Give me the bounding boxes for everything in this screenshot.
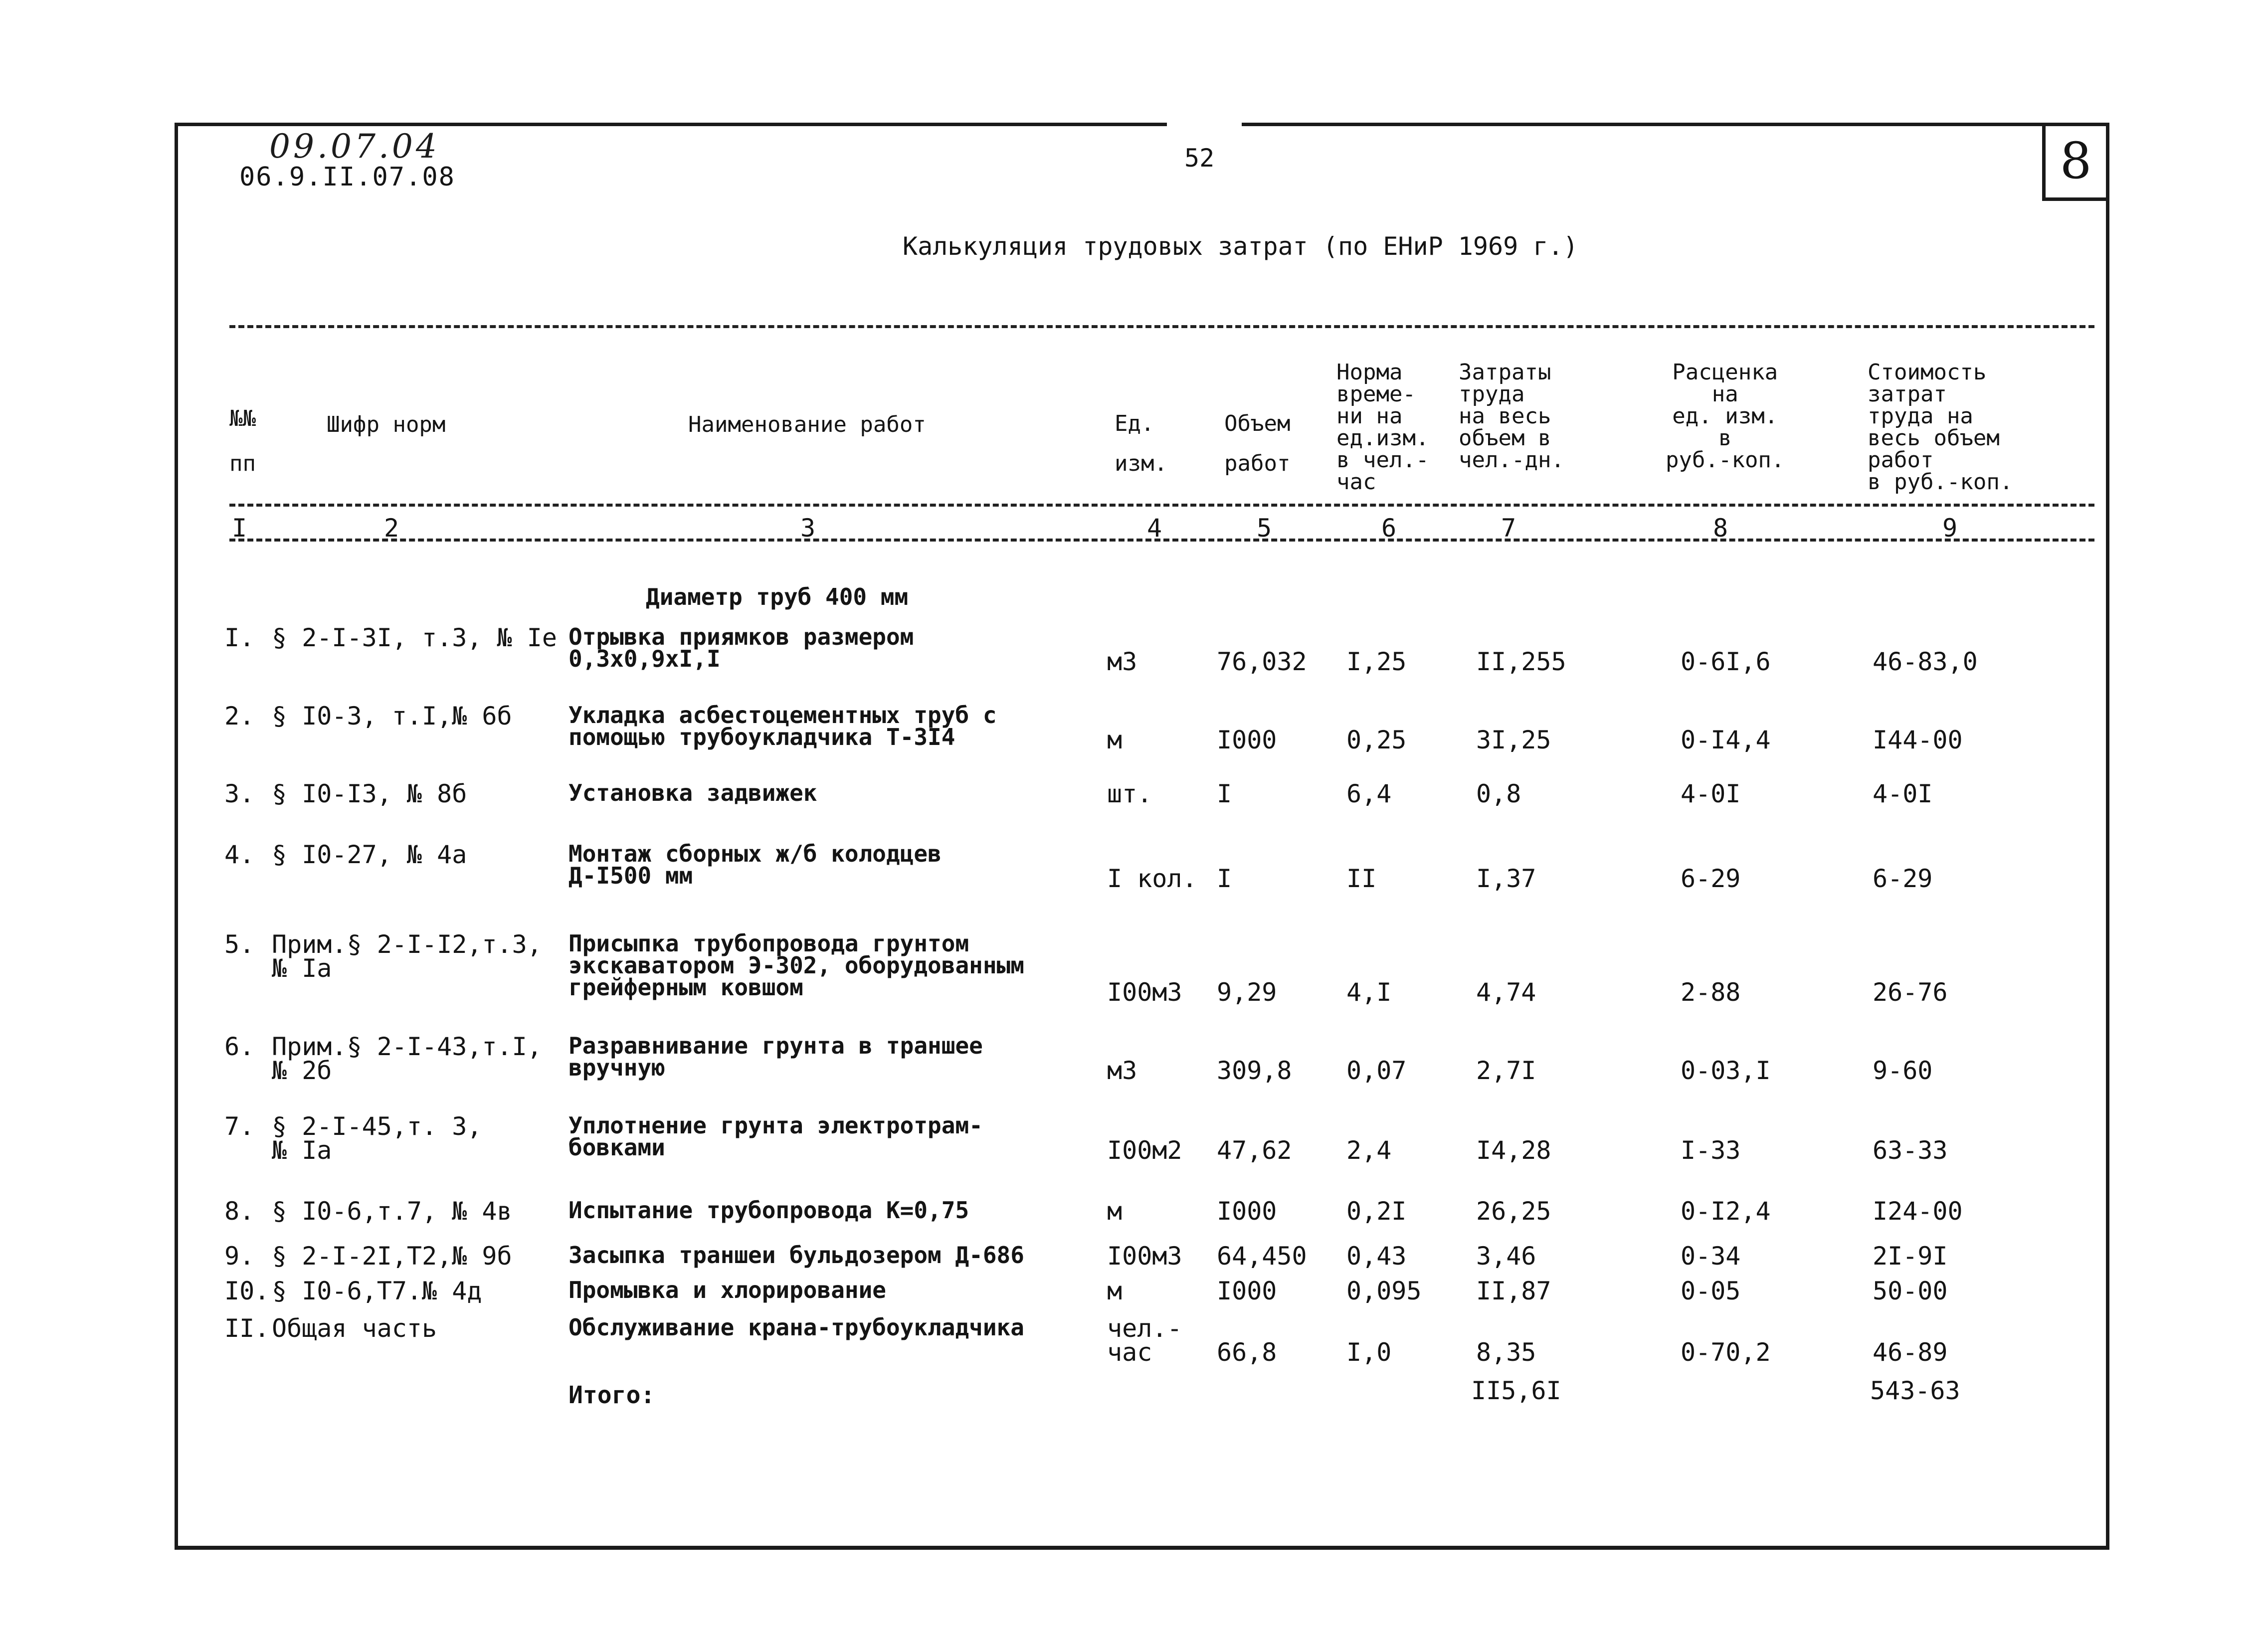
row-number: I0. xyxy=(224,1277,270,1305)
rate-cell: 0-6I,6 xyxy=(1681,647,1771,676)
labor-cell: II,255 xyxy=(1476,647,1566,676)
unit-cell: м3 xyxy=(1107,1056,1137,1085)
unit-cell: I00м3 xyxy=(1107,978,1182,1007)
cost-cell: 50-00 xyxy=(1873,1277,1948,1305)
labor-cell: I,37 xyxy=(1476,864,1536,893)
row-number: I. xyxy=(224,623,255,652)
work-name: Разравнивание грунта в траншее вручную xyxy=(568,1032,983,1081)
quantity-cell: 309,8 xyxy=(1217,1056,1292,1085)
page-title: Калькуляция трудовых затрат (по ЕНиР 1969 г.) xyxy=(903,232,1578,261)
cost-cell: I24-00 xyxy=(1873,1197,1963,1226)
quantity-cell: I000 xyxy=(1217,726,1277,754)
row-number: 6. xyxy=(224,1032,255,1061)
norm-time-cell: 0,07 xyxy=(1346,1056,1407,1085)
labor-cell: 3I,25 xyxy=(1476,726,1551,754)
work-name: Присыпка трубопровода грунтом экскаватором Э-302, оборудованным грейферным ковшом xyxy=(568,930,1024,1001)
unit-cell: шт. xyxy=(1107,779,1152,808)
cost-cell: 63-33 xyxy=(1873,1136,1948,1165)
row-number: 7. xyxy=(224,1112,255,1141)
rate-cell: 0-I4,4 xyxy=(1681,726,1771,754)
labor-cell: 3,46 xyxy=(1476,1242,1536,1271)
unit-cell: м xyxy=(1107,726,1123,754)
quantity-cell: I000 xyxy=(1217,1277,1277,1305)
norm-code: § I0-27, № 4а xyxy=(272,840,467,869)
cost-cell: I44-00 xyxy=(1873,726,1963,754)
norm-code: § I0-3, т.I,№ 6б xyxy=(272,702,512,731)
cost-cell: 4-0I xyxy=(1873,779,1933,808)
cost-cell: 46-83,0 xyxy=(1873,647,1978,676)
norm-code: § I0-I3, № 8б xyxy=(272,779,467,808)
cost-cell: 6-29 xyxy=(1873,864,1933,893)
column-number: 8 xyxy=(1713,514,1728,543)
col-header-name: Наименование работ xyxy=(688,412,926,437)
unit-cell: I00м2 xyxy=(1107,1136,1182,1165)
row-number: 4. xyxy=(224,840,255,869)
section-title: Диаметр труб 400 мм xyxy=(646,583,909,610)
norm-time-cell: 4,I xyxy=(1346,978,1392,1007)
column-number: 7 xyxy=(1501,514,1516,543)
col-header-rate: Расценка на ед. изм. в руб.-коп. xyxy=(1666,360,1785,473)
quantity-cell: 47,62 xyxy=(1217,1136,1292,1165)
row-number: 8. xyxy=(224,1197,255,1226)
page-number: 52 xyxy=(1184,144,1215,173)
unit-cell: м xyxy=(1107,1277,1123,1305)
rate-cell: 0-05 xyxy=(1681,1277,1741,1305)
work-name: Уплотнение грунта электротрам- бовками xyxy=(568,1112,983,1161)
work-name: Промывка и хлорирование xyxy=(568,1277,886,1303)
col-header-cost: Стоимость затрат труда на весь объем работ в руб.-коп. xyxy=(1868,360,2013,495)
cost-cell: 46-89 xyxy=(1873,1338,1948,1367)
norm-code: § 2-I-3I, т.3, № Iе xyxy=(272,623,557,652)
row-number: 2. xyxy=(224,702,255,731)
rate-cell: 0-70,2 xyxy=(1681,1338,1771,1367)
work-name: Монтаж сборных ж/б колодцев Д-I500 мм xyxy=(568,840,942,889)
unit-cell: I кол. xyxy=(1107,864,1197,893)
norm-code: § 2-I-2I,Т2,№ 9б xyxy=(272,1242,512,1271)
row-number: II. xyxy=(224,1314,270,1343)
column-number-rule xyxy=(229,539,2094,542)
norm-code: § I0-6,т.7, № 4в xyxy=(272,1197,512,1226)
total-labor: II5,6I xyxy=(1471,1376,1561,1405)
norm-time-cell: 6,4 xyxy=(1346,779,1392,808)
col-header-qty: Объем работ xyxy=(1224,411,1291,476)
col-header-number: №№ пп xyxy=(229,406,256,476)
row-number: 9. xyxy=(224,1242,255,1271)
col-header-unit: Ед. изм. xyxy=(1115,411,1167,476)
column-number: 6 xyxy=(1381,514,1397,543)
labor-cell: I4,28 xyxy=(1476,1136,1551,1165)
rate-cell: 6-29 xyxy=(1681,864,1741,893)
norm-code: § 2-I-45,т. 3, № Iа xyxy=(272,1112,482,1165)
column-number: 4 xyxy=(1147,514,1162,543)
total-cost: 543-63 xyxy=(1870,1376,1960,1405)
unit-cell: I00м3 xyxy=(1107,1242,1182,1271)
norm-code: Прим.§ 2-I-I2,т.3, № Iа xyxy=(272,930,542,983)
col-header-labor: Затраты труда на весь объем в чел.-дн. xyxy=(1459,360,1564,473)
column-number: 3 xyxy=(800,514,816,543)
cost-cell: 9-60 xyxy=(1873,1056,1933,1085)
col-header-norm: Норма време- ни на ед.изм. в чел.- час xyxy=(1336,360,1429,495)
norm-time-cell: 2,4 xyxy=(1346,1136,1392,1165)
unit-cell: м xyxy=(1107,1197,1123,1226)
rate-cell: 0-34 xyxy=(1681,1242,1741,1271)
norm-time-cell: II xyxy=(1346,864,1377,893)
work-name: Испытание трубопровода К=0,75 xyxy=(568,1197,969,1224)
norm-time-cell: 0,2I xyxy=(1346,1197,1407,1226)
handwritten-code: 09.07.04 xyxy=(269,127,440,166)
norm-time-cell: 0,43 xyxy=(1346,1242,1407,1271)
labor-cell: II,87 xyxy=(1476,1277,1551,1305)
unit-cell: м3 xyxy=(1107,647,1137,676)
cost-cell: 2I-9I xyxy=(1873,1242,1948,1271)
quantity-cell: 9,29 xyxy=(1217,978,1277,1007)
work-name: Укладка асбестоцементных труб с помощью трубоукладчика Т-3I4 xyxy=(568,702,997,750)
labor-cell: 2,7I xyxy=(1476,1056,1536,1085)
total-label: Итого: xyxy=(568,1381,655,1409)
cost-cell: 26-76 xyxy=(1873,978,1948,1007)
norm-code: Общая часть xyxy=(272,1314,437,1343)
quantity-cell: 76,032 xyxy=(1217,647,1307,676)
rate-cell: 4-0I xyxy=(1681,779,1741,808)
column-number: 9 xyxy=(1942,514,1958,543)
norm-code: § I0-6,Т7.№ 4д xyxy=(272,1277,482,1305)
document-code: 06.9.II.07.08 xyxy=(239,162,455,192)
column-number: I xyxy=(232,514,247,543)
unit-cell: чел.- час xyxy=(1107,1314,1182,1367)
column-number: 5 xyxy=(1257,514,1272,543)
rate-cell: I-33 xyxy=(1681,1136,1741,1165)
quantity-cell: 66,8 xyxy=(1217,1338,1277,1367)
rate-cell: 0-I2,4 xyxy=(1681,1197,1771,1226)
work-name: Установка задвижек xyxy=(568,779,817,806)
header-rule-top xyxy=(229,325,2094,328)
column-number: 2 xyxy=(384,514,399,543)
quantity-cell: I xyxy=(1217,864,1232,893)
header-rule-bottom xyxy=(229,504,2094,507)
work-name: Засыпка траншеи бульдозером Д-686 xyxy=(568,1242,1024,1269)
quantity-cell: I000 xyxy=(1217,1197,1277,1226)
work-name: Отрывка приямков размером 0,3х0,9хI,I xyxy=(568,623,914,672)
rate-cell: 0-03,I xyxy=(1681,1056,1771,1085)
row-number: 3. xyxy=(224,779,255,808)
norm-time-cell: 0,095 xyxy=(1346,1277,1422,1305)
norm-time-cell: 0,25 xyxy=(1346,726,1407,754)
labor-cell: 26,25 xyxy=(1476,1197,1551,1226)
quantity-cell: 64,450 xyxy=(1217,1242,1307,1271)
norm-time-cell: I,25 xyxy=(1346,647,1407,676)
rate-cell: 2-88 xyxy=(1681,978,1741,1007)
labor-cell: 4,74 xyxy=(1476,978,1536,1007)
quantity-cell: I xyxy=(1217,779,1232,808)
labor-cell: 0,8 xyxy=(1476,779,1521,808)
norm-time-cell: I,0 xyxy=(1346,1338,1392,1367)
row-number: 5. xyxy=(224,930,255,959)
work-name: Обслуживание крана-трубоукладчика xyxy=(568,1314,1024,1341)
col-header-code: Шифр норм xyxy=(327,412,446,437)
sheet-mark: 8 xyxy=(2042,126,2106,201)
labor-cell: 8,35 xyxy=(1476,1338,1536,1367)
norm-code: Прим.§ 2-I-43,т.I, № 2б xyxy=(272,1032,542,1085)
